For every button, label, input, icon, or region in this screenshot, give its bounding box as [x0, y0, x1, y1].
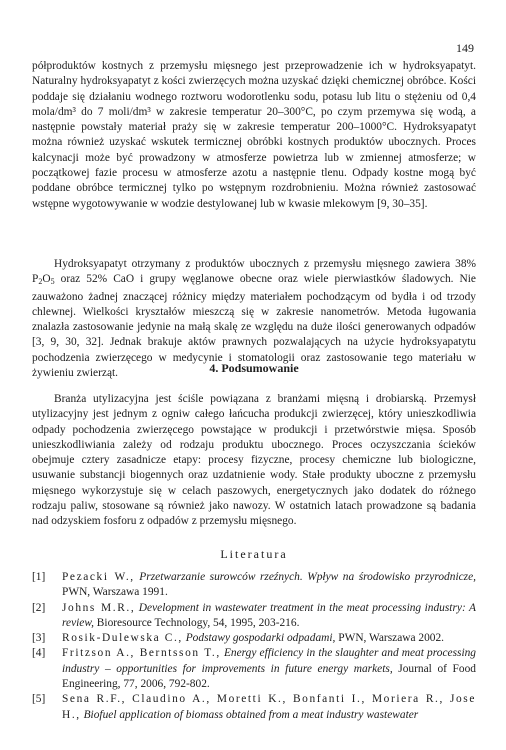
reference-details: PWN, Warszawa 1991. — [62, 586, 168, 599]
subscript-5: 5 — [50, 277, 55, 287]
reference-title: Biofuel application of biomass obtained from a meat industry wastewater — [80, 708, 419, 721]
reference-authors: Fritzson A., Berntsson T., — [62, 647, 221, 660]
reference-item — [32, 570, 476, 601]
reference-title: Przetwarzanie surowców rzeźnych. Wpływ na środowisko przyrodnicze, — [134, 571, 476, 583]
para2-text-end: oraz 52% CaO i grupy węglanowe obecne oraz wiele pierwiastków śladowych. Nie zauważono żadnej znaczącej różnicy między materiałem pochodzącym od bydła i od trzody chlewnej. Wielkości kryształów mieszczą się w zakresie nanometrów. Metoda ługowania znalazła zastosowanie jedynie na małą skalę ze względu na duże ilości generowanych odpadów [3, 9, 30, 32]. Jednak brakuje aktów prawnych pozwalających na użycie hydroksyapatytu pochodzenia zwierzęcego w medycynie i stomatologii oraz zastosowanie tego materiału w żywieniu zwierząt. — [32, 273, 476, 380]
reference-title: Podstawy gospodarki odpadami, — [182, 632, 336, 645]
paragraph-1: półproduktów kostnych z przemysłu mięsnego jest przeprowadzenie ich w hydroksyapatyt. Naturalny hydroksyapatyt z kości zwierzęcych można uzyskać dzięki chemicznej obróbce. Kości poddaje się działaniu wodnego roztworu wodorotlenku sodu, potasu lub litu o stężeniu od 0,4 mola/dm³ do 7 moli/dm³ w zakresie temperatur 20–300°C, po czym przemywa się wodą, a następnie powstały materiał praży się w zakresie temperatur 200–1000°C. Hydroksyapatyt można również uzyskać wskutek termicznej obróbki kostnych produktów ubocznych. Proces kalcynacji może być prowadzony w atmosferze powietrza lub w zmiennej atmosferze; w początkowej fazie procesu w atmosferze azotu a następnie tlenu. Odpady kostne mogą być poddane obróbce termicznej tylko po wstępnym rozdrobnieniu. Można również zastosować wstępne wygotowywanie w wodzie destylowanej lub w kwasie mlekowym [9, 30–35]. — [32, 60, 476, 210]
reference-authors: Sena R.F., Claudino A., Moretti K., Bonfanti I., Moriera R., Jose H., — [62, 693, 476, 721]
para2-text-start: Hydroksyapatyt otrzymany z produktów ubocznych z przemysłu mięsnego zawiera 38% P — [32, 258, 476, 286]
reference-title: Development in wastewater treatment in the meat processing industry: A review, — [62, 601, 476, 629]
reference-number: [5] — [32, 693, 46, 706]
reference-authors: Rosik-Dulewska C., — [62, 632, 183, 645]
para2-o: O — [42, 273, 51, 286]
reference-item — [32, 631, 476, 646]
reference-title: Energy efficiency in the slaughter and meat processing industry – opportunities for improvements in future energy markets, — [62, 647, 476, 675]
reference-item — [32, 692, 476, 723]
reference-list — [32, 570, 476, 723]
paragraph-3: Branża utylizacyjna jest ściśle powiązana z branżami mięsną i drobiarską. Przemysł utylizacyjny jest jednym z ogniw całego łańcucha produkcji zwierzęcej, który unieszkodliwia odpady pochodzenia zwierzęcego powstające w produkcji i przetwórstwie mięsa. Sposób unieszkodliwiania zależy od rodzaju produktu ubocznego. Proces oczyszczania ścieków obejmuje cztery zasadnicze etapy: procesy fizyczne, procesy chemiczne lub biologiczne, usuwanie substancji biogennych oraz uzdatnienie wody. Stałe produkty uboczne z przemysłu mięsnego wykorzystuje się w celach paszowych, energetycznych jako dodatek do różnego rodzaju paliw, stosowane są również jako nawozy. W ostatnich latach prowadzone są badania nad odzyskiem fosforu z odpadów z przemysłu mięsnego. — [32, 393, 476, 528]
reference-number: [3] — [32, 632, 46, 645]
reference-authors: Johns M.R., — [62, 601, 136, 614]
page-number: 149 — [456, 41, 474, 55]
reference-number: [2] — [32, 601, 46, 614]
reference-details: Bioresource Technology, 54, 1995, 203-216. — [93, 616, 300, 629]
reference-details: Journal of Food Engineering, 77, 2006, 792-802. — [62, 662, 476, 691]
reference-authors: Pezacki W., — [62, 571, 135, 583]
reference-item — [32, 601, 476, 632]
section-heading: 4. Podsumowanie — [209, 361, 299, 375]
literature-heading: Literatura — [220, 547, 288, 561]
reference-number: [1] — [32, 571, 46, 583]
subscript-2: 2 — [38, 277, 43, 287]
reference-number: [4] — [32, 647, 46, 660]
reference-item — [32, 646, 476, 692]
reference-details: PWN, Warszawa 2002. — [335, 632, 445, 645]
